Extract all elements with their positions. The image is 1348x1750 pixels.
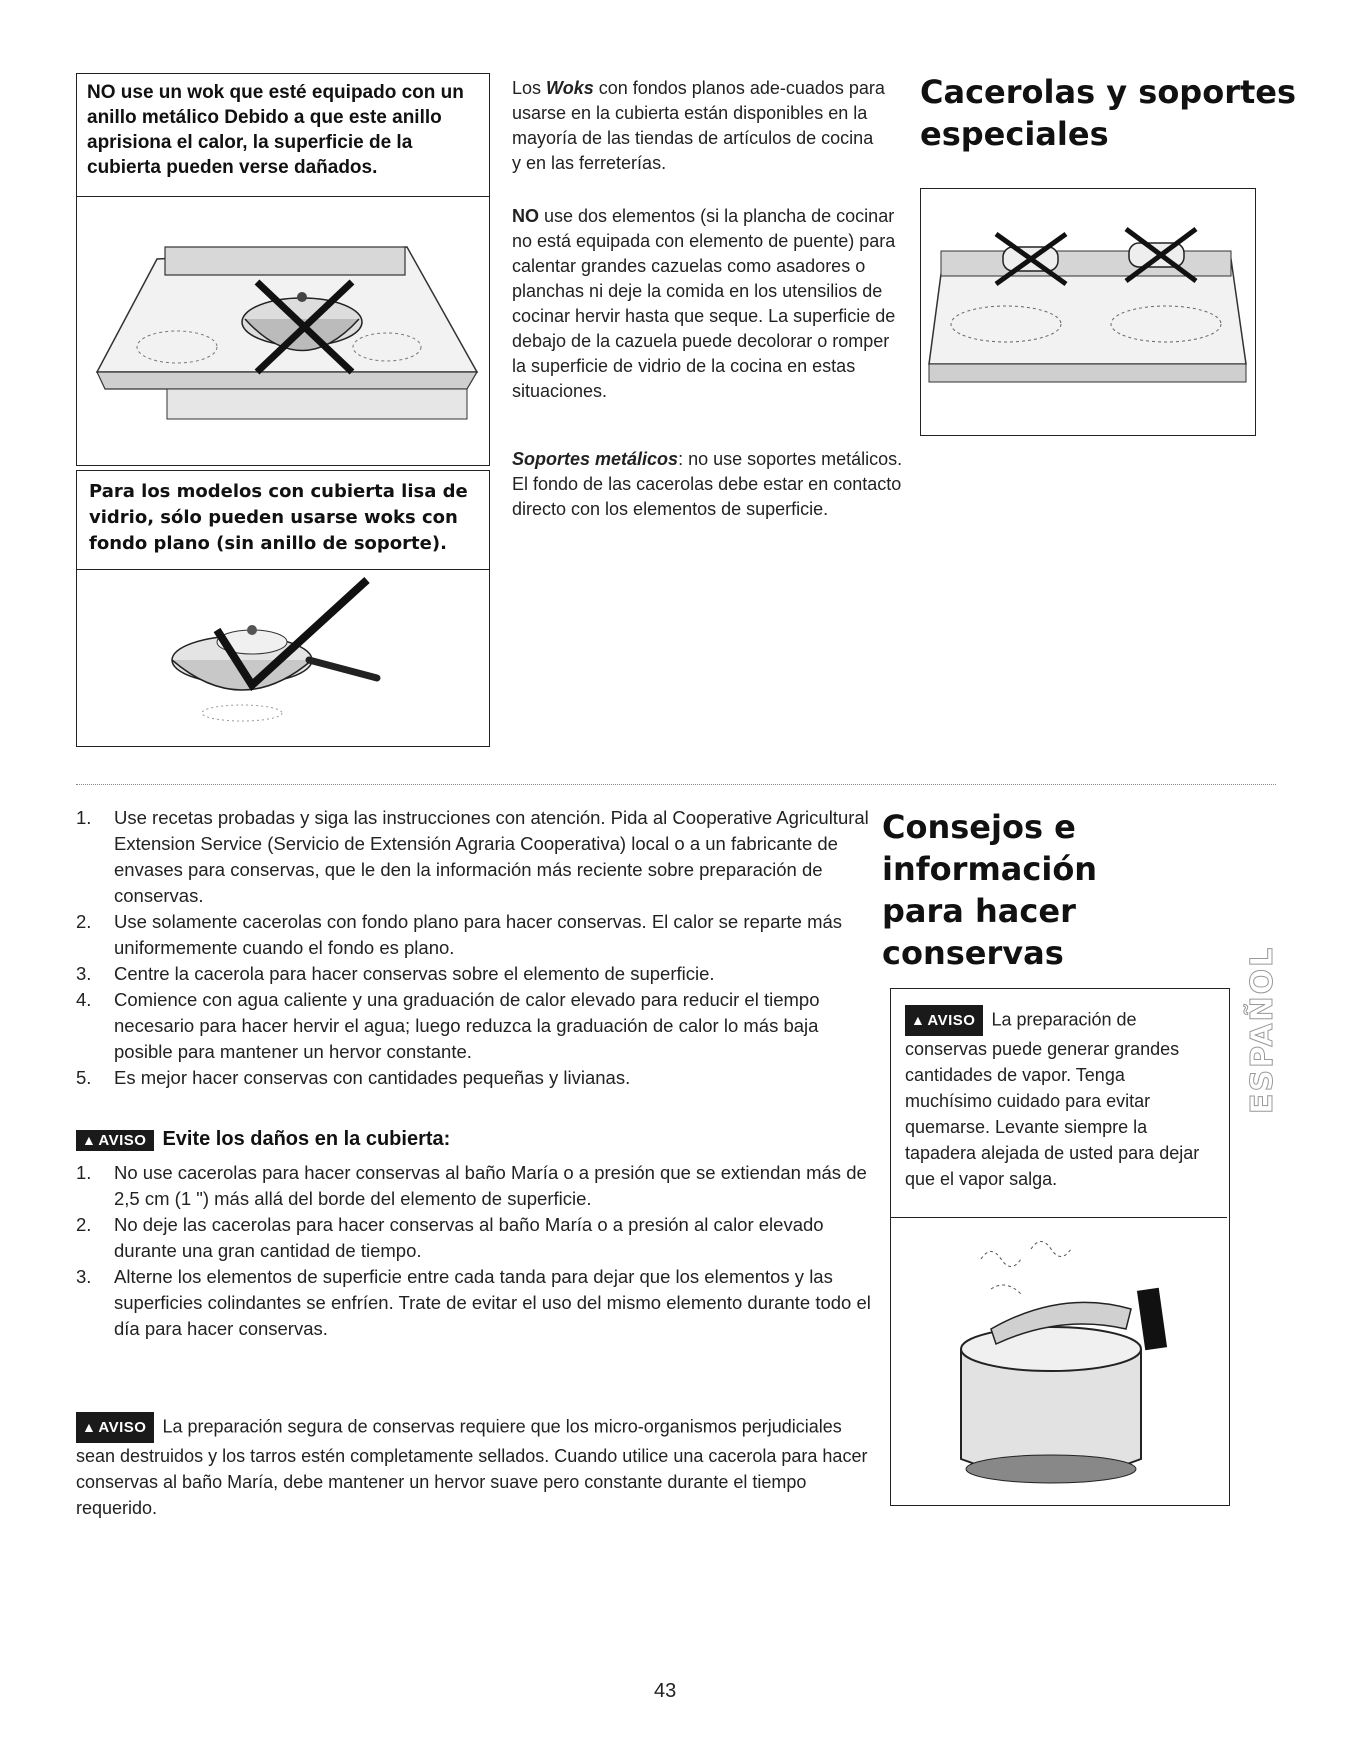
griddle-crossed-image-box xyxy=(920,188,1256,436)
woks-lead: Woks xyxy=(546,78,594,98)
damage-warning-header xyxy=(76,1128,450,1151)
espanol-side-tab: ESPAÑOL xyxy=(1245,945,1280,1115)
list-item: 5. Es mejor hacer conservas con cantidades pequeñas y livianas. xyxy=(76,1067,631,1088)
canning-pot-steam-illustration xyxy=(921,1229,1201,1499)
cooktop-wok-crossed-illustration xyxy=(77,197,487,463)
flat-wok-note-box xyxy=(76,470,490,570)
aviso-badge: ▲ AVISO xyxy=(76,1412,154,1443)
list-item: 2. Use solamente cacerolas con fondo plano para hacer conservas. El calor se reparte más uniformemente cuando el fondo es plano. xyxy=(76,911,843,958)
vapor-warning-text: La preparación de conservas puede generar grandes cantidades de vapor. Tenga muchísimo cuidado para evitar quemarse. Levante siempre la tapadera alejada de usted para dejar que el vapor salga. xyxy=(905,1009,1200,1189)
flat-wok-note-text: Para los modelos con cubierta lisa de vidrio, sólo pueden usarse woks con fondo plano (sin anillo de soporte). xyxy=(89,481,468,554)
soportes-text: : no use soportes metálicos. El fondo de las cacerolas debe estar en contacto directo con los elementos de superficie. xyxy=(512,449,903,519)
woks-paragraph xyxy=(512,76,887,176)
list-item: 3. Centre la cacerola para hacer conservas sobre el elemento de superficie. xyxy=(76,963,715,984)
warning-triangle-icon: ▲ xyxy=(82,1419,97,1435)
soportes-paragraph xyxy=(512,447,907,522)
warning-triangle-icon: ▲ xyxy=(911,1012,926,1028)
list-item: 1. Use recetas probadas y siga las instrucciones con atención. Pida al Cooperative Agricultural Extension Service (Servicio de Extensión Agraria Cooperativa) local o a un fabricante de envases para conservas, que le den la información más reciente sobre preparación de conservas. xyxy=(76,807,869,906)
aviso-badge: ▲ AVISO xyxy=(76,1130,154,1151)
no-wok-warning-box xyxy=(76,73,490,197)
safety-text: La preparación segura de conservas requiere que los micro-organismos perjudiciales sean destruidos y los tarros estén completamente sellados. Cuando utilice una cacerola para hacer conservas al baño María, debe mantener un hervor suave pero constante durante el tiempo requerido. xyxy=(76,1416,868,1518)
wok-check-image-box xyxy=(76,569,490,747)
damage-heading: Evite los daños en la cubierta: xyxy=(162,1128,451,1150)
list-item: 3. Alterne los elementos de superficie entre cada tanda para dejar que los elementos y las superficies colindantes se enfríen. Trate de evitar el uso del mismo elemento durante todo el día para hacer conservas. xyxy=(76,1266,871,1339)
woks-text-before: Los xyxy=(512,78,547,98)
safety-paragraph xyxy=(76,1412,876,1521)
no-wok-warning-text: NO use un wok que esté equipado con un anillo metálico Debido a que este anillo aprisiona el calor, la superficie de la cubierta pueden verse dañados. xyxy=(87,82,464,178)
wok-cross-image-box xyxy=(76,196,490,466)
cacerolas-heading: Cacerolas y soportes especiales xyxy=(920,73,1297,153)
warning-triangle-icon: ▲ xyxy=(82,1132,97,1149)
list-item: 2. No deje las cacerolas para hacer conservas al baño María o a presión al calor elevado durante una gran cantidad de tiempo. xyxy=(76,1214,824,1261)
griddle-crossed-illustration xyxy=(921,189,1253,433)
vapor-divider xyxy=(891,1217,1227,1218)
page-number: 43 xyxy=(654,1680,677,1702)
section-divider xyxy=(76,784,1276,785)
no-text: use dos elementos (si la plancha de cocinar no está equipada con elemento de puente) para calentar grandes cazuelas como asadores o planchas ni deje la comida en los utensilios de cocinar hervir hasta que seque. La superficie de debajo de la cazuela puede decolorar o romper la superficie de vidrio de la cocina en estas situaciones. xyxy=(512,206,896,401)
consejos-heading: Consejos e información para hacer conservas xyxy=(882,808,1098,972)
list-item: 4. Comience con agua caliente y una graduación de calor elevado para reducir el tiempo necesario para hacer hervir el agua; luego reduzca la graduación de calor lo más baja posible para mantener un hervor constante. xyxy=(76,989,820,1062)
no-lead: NO xyxy=(512,206,539,226)
soportes-lead: Soportes metálicos xyxy=(512,449,679,469)
list-item: 1. No use cacerolas para hacer conservas al baño María o a presión que se extiendan más de 2,5 cm (1 ") más allá del borde del elemento de superficie. xyxy=(76,1162,867,1209)
woks-text-after: con fondos planos ade-cuados para usarse en la cubierta están disponibles en la mayoría de las tiendas de artículos de cocina y en las ferreterías. xyxy=(512,78,885,173)
vapor-warning-box xyxy=(890,988,1230,1506)
canning-steps-list xyxy=(76,805,876,1091)
flat-wok-checkmark-illustration xyxy=(77,570,487,744)
aviso-badge: ▲ AVISO xyxy=(905,1005,983,1036)
no-two-elements-paragraph xyxy=(512,204,902,404)
vapor-warning-text-block xyxy=(891,989,1229,1202)
damage-steps-list xyxy=(76,1160,876,1342)
